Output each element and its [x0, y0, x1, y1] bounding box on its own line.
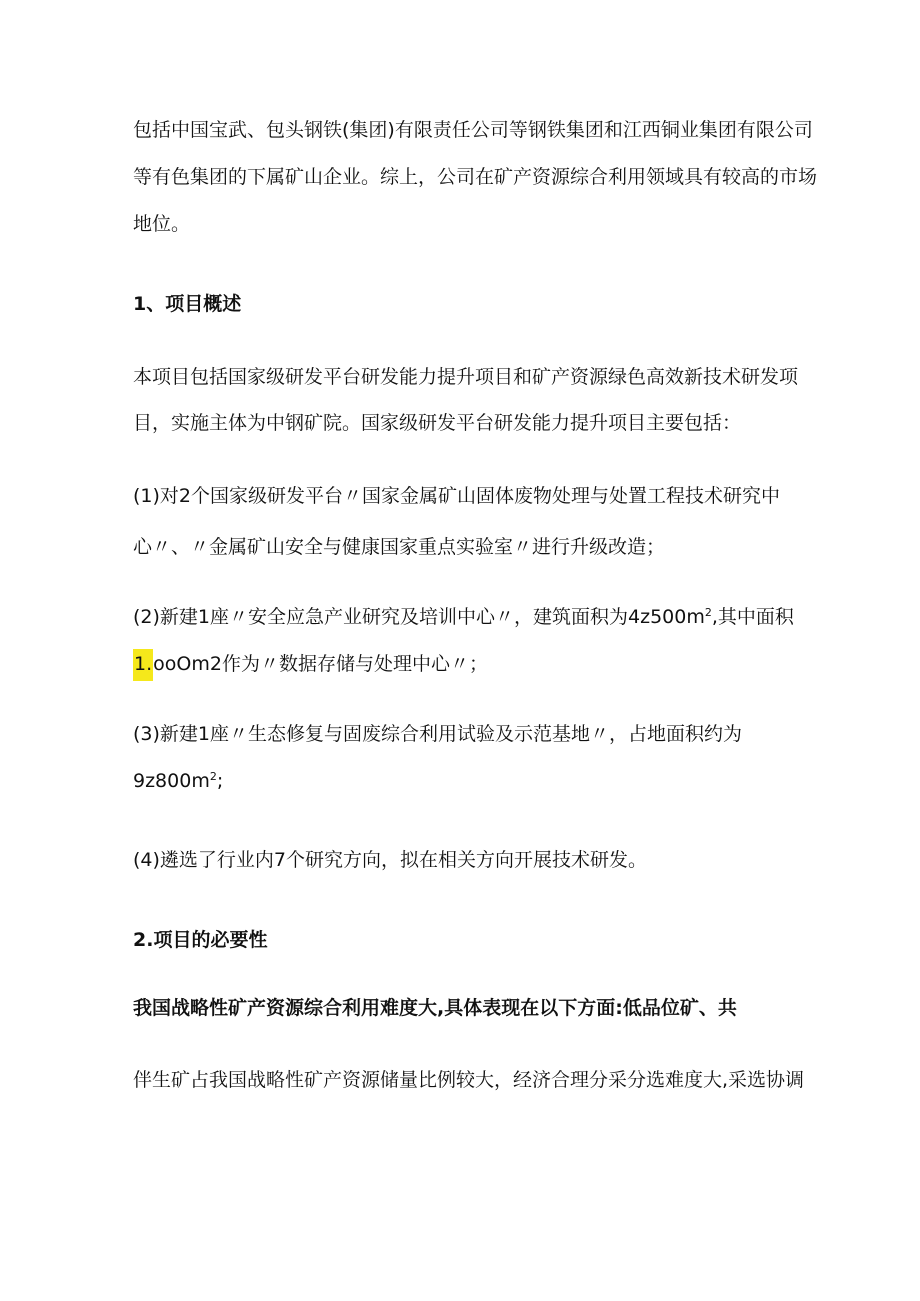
- paragraph-line: 目，实施主体为中钢矿院。国家级研发平台研发能力提升项目主要包括：: [133, 412, 742, 434]
- section-heading-overview: 1、项目概述: [133, 293, 242, 315]
- paragraph-line: 地位。: [133, 213, 191, 235]
- list-item-2-line: [133, 603, 794, 631]
- section-heading-necessity: 2.项目的必要性: [133, 929, 268, 951]
- text-run: ;: [216, 770, 224, 792]
- paragraph-line: 等有色集团的下属矿山企业。综上，公司在矿产资源综合利用领域具有较高的市场: [133, 166, 818, 188]
- text-run: ,其中面积: [711, 606, 794, 628]
- list-item-2-line: [133, 650, 488, 678]
- paragraph-line: 伴生矿占我国战略性矿产资源储量比例较大，经济合理分采分选难度大,采选协调: [133, 1069, 805, 1091]
- highlighted-text: 1.: [133, 649, 153, 681]
- superscript: 2: [704, 606, 712, 619]
- list-item-1-line: 心〃、〃金属矿山安全与健康国家重点实验室〃进行升级改造；: [133, 536, 666, 558]
- list-item-1-line: (1)对2个国家级研发平台〃国家金属矿山固体废物处理与处置工程技术研究中: [133, 485, 781, 507]
- list-item-3-line: [133, 767, 223, 795]
- paragraph-line: 本项目包括国家级研发平台研发能力提升项目和矿产资源绿色高效新技术研发项: [133, 366, 799, 388]
- list-item-3-line: (3)新建1座〃生态修复与固废综合利用试验及示范基地〃，占地面积约为: [133, 723, 743, 745]
- bold-paragraph-line: 我国战略性矿产资源综合利用难度大,具体表现在以下方面:低品位矿、共: [133, 997, 737, 1019]
- text-run: 9z800m: [133, 770, 210, 792]
- list-item-4-line: (4)遴选了行业内7个研究方向，拟在相关方向开展技术研发。: [133, 849, 648, 871]
- superscript: 2: [209, 770, 217, 783]
- text-run: ooOm2作为〃数据存储与处理中心〃；: [153, 653, 488, 675]
- paragraph-line: 包括中国宝武、包头钢铁(集团)有限责任公司等钢铁集团和江西铜业集团有限公司: [133, 119, 813, 141]
- text-run: (2)新建1座〃安全应急产业研究及培训中心〃，建筑面积为4z500m: [133, 606, 705, 628]
